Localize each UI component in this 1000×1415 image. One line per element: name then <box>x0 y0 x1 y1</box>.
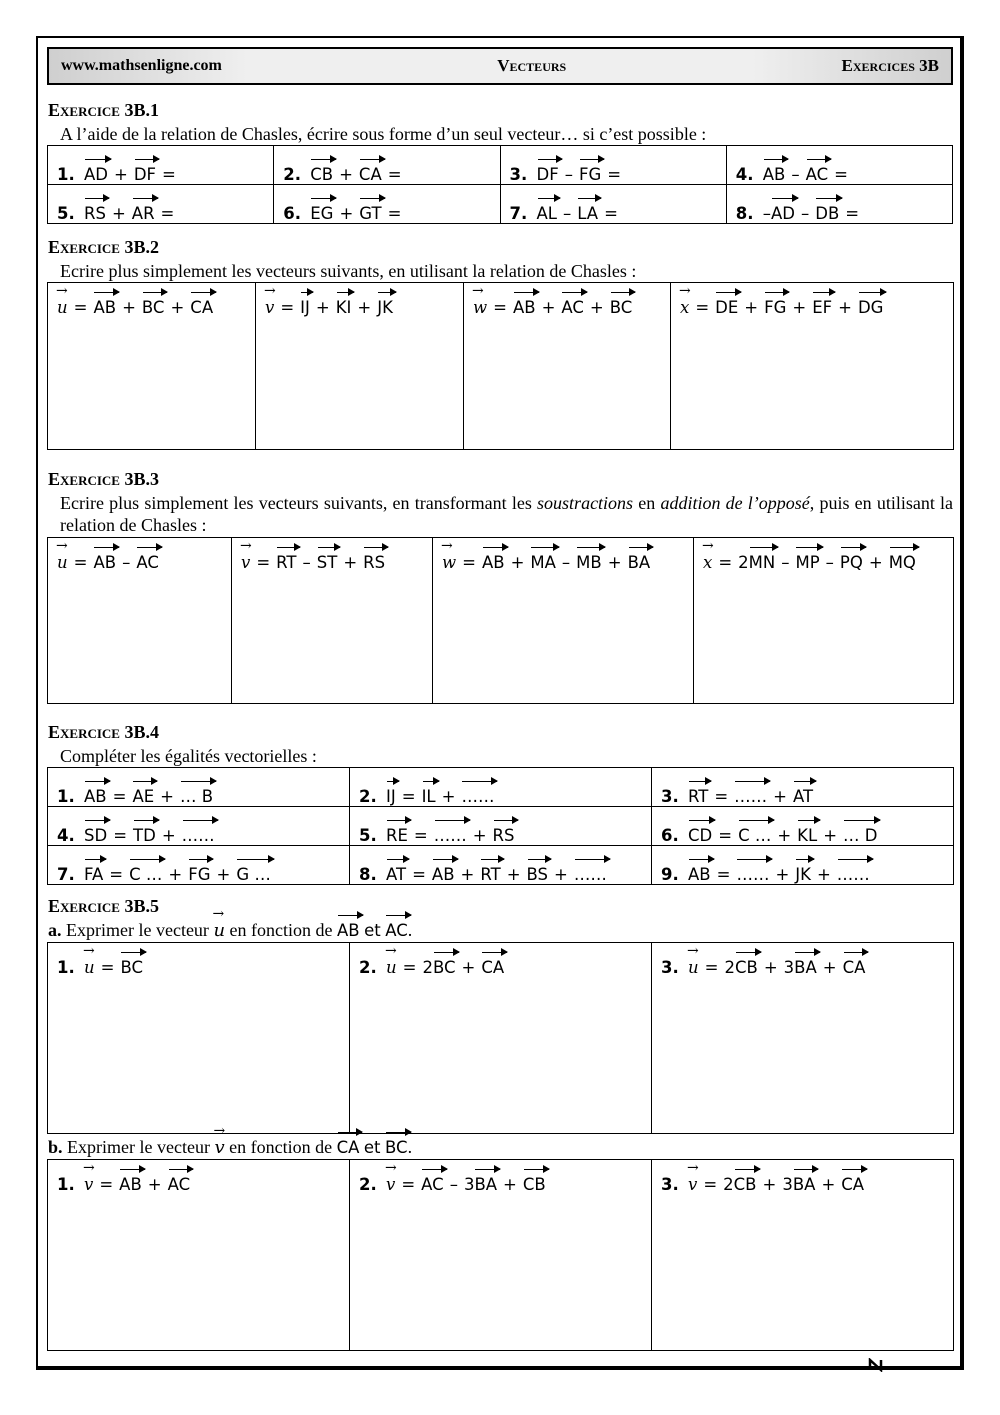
ex1-cell-7: 7. AL – LA = <box>500 185 726 224</box>
ex5-part-a-prompt: a. Exprimer le vecteur → u en fonction de AB et AC. <box>48 908 412 941</box>
ex5-a-cell-3: 3. → u = 2CB + 3BA + CA <box>652 943 954 1134</box>
ex3-table <box>47 537 954 704</box>
ex1-cell-8: 8. –AD – DB = <box>726 185 952 224</box>
ex2-table <box>47 282 954 450</box>
ex1-cell-3: 3. DF – FG = <box>500 146 726 185</box>
ex4-cell-7: 7. FA = C … + FG + G … <box>48 846 350 885</box>
ex5-part-b-prompt: b. Exprimer le vecteur → v en fonction de CA et BC. <box>48 1125 412 1158</box>
ex2-instruction: Ecrire plus simplement les vecteurs suivants, en utilisant la relation de Chasles : <box>60 261 637 281</box>
header-code: Exercices 3B <box>841 56 939 75</box>
ex3-cell-u: → u = AB – AC <box>48 538 232 704</box>
ex4-table <box>47 767 954 885</box>
ex5-b-cell-3: 3. → v = 2CB + 3BA + CA <box>652 1160 954 1351</box>
ex4-cell-9: 9. AB = …… + JK + …… <box>652 846 954 885</box>
ex4-cell-4: 4. SD = TD + …… <box>48 807 350 846</box>
ex5-title: Exercice 3B.5 <box>48 896 159 916</box>
ex5-b-table <box>47 1159 954 1351</box>
ex1-cell-2: 2. CB + CA = <box>274 146 500 185</box>
ex5-b-cell-2: 2. → v = AC – 3BA + CB <box>350 1160 652 1351</box>
ex4-cell-8: 8. AT = AB + RT + BS + …… <box>350 846 652 885</box>
ex2-cell-x: → x = DE + FG + EF + DG <box>671 283 954 450</box>
ex1-cell-6: 6. EG + GT = <box>274 185 500 224</box>
ex2-title: Exercice 3B.2 <box>48 237 159 257</box>
ex4-instruction: Compléter les égalités vectorielles : <box>60 746 317 766</box>
ex1-instruction: A l’aide de la relation de Chasles, écrire sous forme d’un seul vecteur… si c’est possible : <box>60 124 707 144</box>
ex4-title: Exercice 3B.4 <box>48 722 159 742</box>
ex1-title: Exercice 3B.1 <box>48 100 159 120</box>
page-header <box>47 47 953 85</box>
ex1-cell-1: 1. AD + DF = <box>48 146 274 185</box>
ex4-cell-2: 2. IJ = IL + …… <box>350 768 652 807</box>
ex3-title: Exercice 3B.3 <box>48 469 159 489</box>
ex5-a-cell-2: 2. → u = 2BC + CA <box>350 943 652 1134</box>
header-title: Vecteurs <box>497 56 567 75</box>
ex4-cell-6: 6. CD = C … + KL + … D <box>652 807 954 846</box>
site-url: www.mathsenligne.com <box>61 57 222 74</box>
ex3-instruction: Ecrire plus simplement les vecteurs suivants, en transformant les soustractions en addition de l’opposé, puis en utilisant la relation de Chasles : <box>60 493 954 535</box>
ex2-cell-u: → u = AB + BC + CA <box>48 283 256 450</box>
ex3-cell-x: → x = 2MN – MP – PQ + MQ <box>694 538 954 704</box>
ex5-a-table <box>47 942 954 1134</box>
ex5-b-cell-1: 1. → v = AB + AC <box>48 1160 350 1351</box>
ex1-cell-4: 4. AB – AC = <box>726 146 952 185</box>
ex2-cell-v: → v = IJ + KI + JK <box>256 283 464 450</box>
ex4-cell-1: 1. AB = AE + … B <box>48 768 350 807</box>
frame-notch-mark <box>868 1358 884 1372</box>
ex5-a-cell-1: 1. → u = BC <box>48 943 350 1134</box>
ex3-cell-v: → v = RT – ST + RS <box>232 538 433 704</box>
ex1-cell-5: 5. RS + AR = <box>48 185 274 224</box>
ex4-cell-3: 3. RT = …… + AT <box>652 768 954 807</box>
ex2-cell-w: → w = AB + AC + BC <box>464 283 671 450</box>
ex3-cell-w: → w = AB + MA – MB + BA <box>433 538 694 704</box>
ex1-table <box>47 145 953 224</box>
ex4-cell-5: 5. RE = …… + RS <box>350 807 652 846</box>
